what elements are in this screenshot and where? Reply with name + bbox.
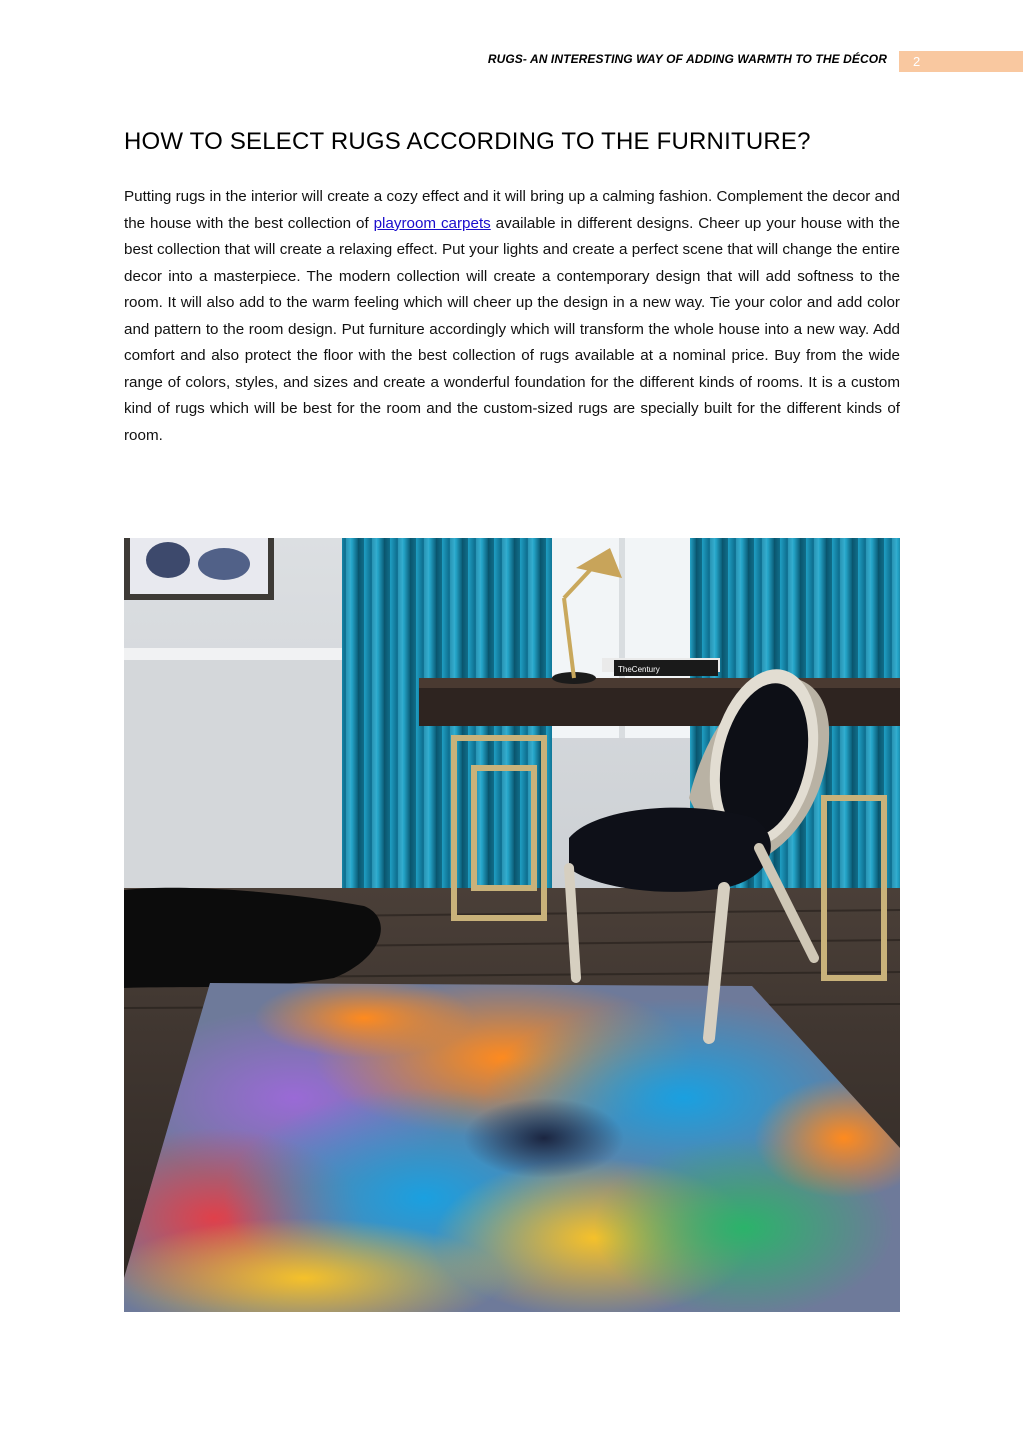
room-illustration <box>124 538 900 1312</box>
book-spine-text: TheCentury <box>618 665 660 674</box>
section-heading: HOW TO SELECT RUGS ACCORDING TO THE FURNITURE? <box>124 128 811 155</box>
room-photo <box>124 538 900 1312</box>
page-number-badge: 2 <box>899 51 1023 72</box>
chair-rail <box>124 648 354 660</box>
chair-seat <box>569 808 771 892</box>
paragraph-text-start: Putting rugs in the interior will create a cozy effect and it will bring up a calming fashion. Complement the decor and the house with the best collection of <box>124 188 900 232</box>
left-curtain <box>342 538 552 918</box>
body-paragraph <box>124 184 900 449</box>
watercolor-rug <box>124 978 900 1312</box>
paragraph-text-end: available in different designs. Cheer up your house with the best collection that will create a relaxing effect. Put your lights and create a perfect scene that will change the entire decor into a masterpiece. The modern collection will create a contemporary design that will add softness to the room. It will also add to the warm feeling which will cheer up the design in a new way. Tie your color and add color and pattern to the room design. Put furniture accordingly which will transform the whole house into a new way. Add comfort and also protect the floor with the best collection of rugs available at a nominal price. Buy from the wide range of colors, styles, and sizes and create a wonderful foundation for the different kinds of rooms. It is a custom kind of rugs which will be best for the room and the custom-sized rugs are specially built for the different kinds of room. <box>124 214 900 444</box>
black-fur-rug <box>124 888 381 988</box>
running-header-title: RUGS- AN INTERESTING WAY OF ADDING WARMTH TO THE DÉCOR <box>487 52 887 66</box>
playroom-carpets-link[interactable]: playroom carpets <box>373 214 491 232</box>
